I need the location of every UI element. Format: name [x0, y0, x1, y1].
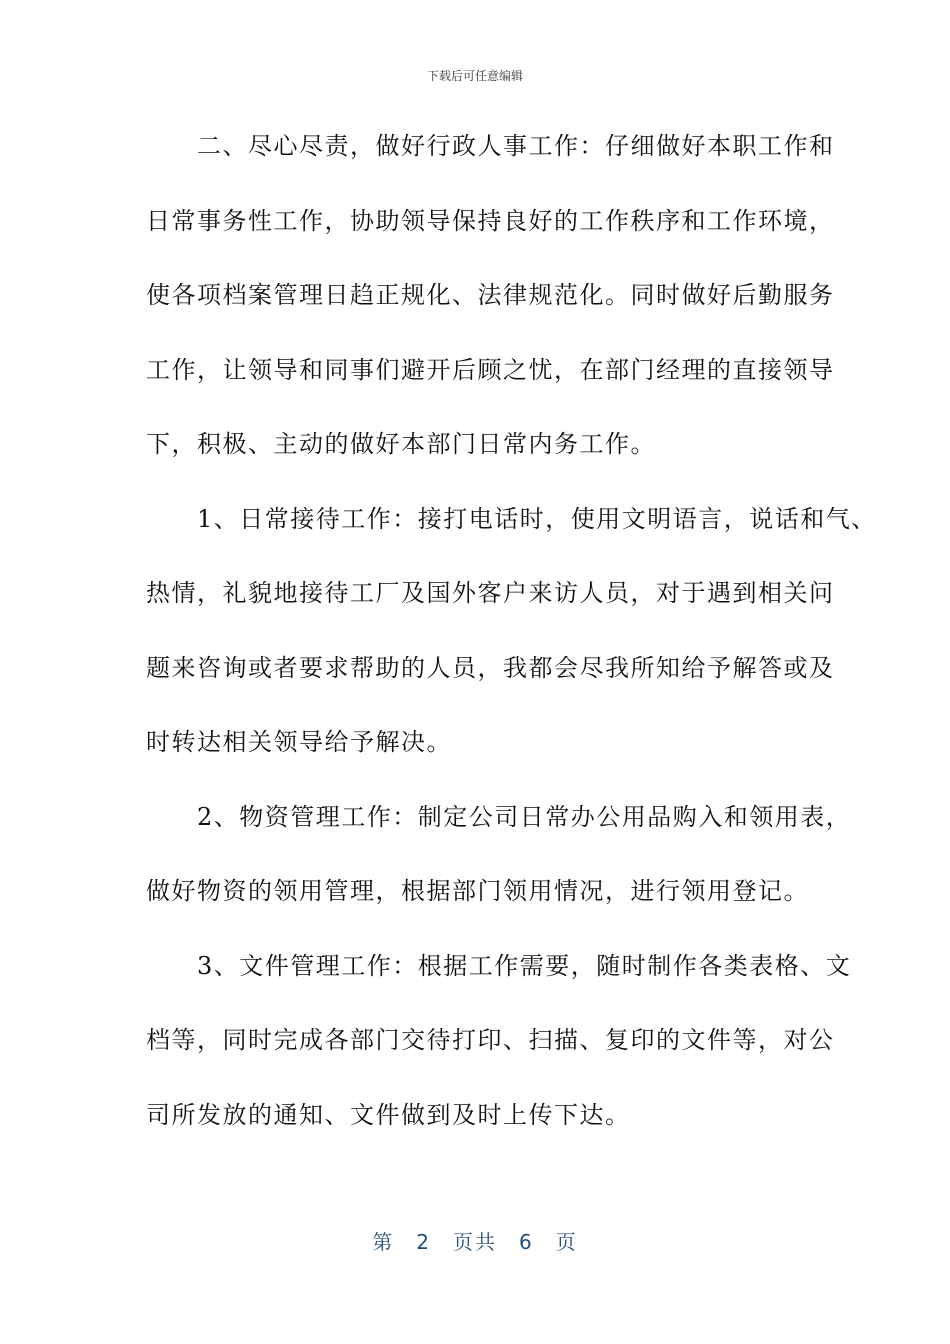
- header-note: 下载后可任意编辑: [426, 69, 523, 83]
- page-number-footer: [0, 1226, 950, 1255]
- footer-middle: 页共: [453, 1230, 497, 1254]
- paragraph-line: 时转达相关领导给予解决。: [146, 728, 452, 756]
- paragraph-line: 司所发放的通知、文件做到及时上传下达。: [146, 1101, 631, 1129]
- paragraph-line: 热情，礼貌地接待工厂及国外客户来访人员，对于遇到相关问: [146, 579, 835, 607]
- footer-prefix: 第: [372, 1230, 395, 1254]
- paragraph-line: 3、文件管理工作：根据工作需要，随时制作各类表格、文: [146, 952, 852, 980]
- paragraph-line: 做好物资的领用管理，根据部门领用情况，进行领用登记。: [146, 877, 809, 905]
- paragraph-line: 下，积极、主动的做好本部门日常内务工作。: [146, 430, 656, 458]
- footer-suffix: 页: [555, 1230, 578, 1254]
- total-pages-number: 6: [519, 1230, 534, 1254]
- paragraph-line: 二、尽心尽责，做好行政人事工作：仔细做好本职工作和: [146, 132, 835, 160]
- current-page-number: 2: [416, 1230, 431, 1254]
- paragraph-line: 日常事务性工作，协助领导保持良好的工作秩序和工作环境，: [146, 207, 835, 235]
- paragraph-line: 2、物资管理工作：制定公司日常办公用品购入和领用表，: [146, 803, 852, 831]
- paragraph-line: 1、日常接待工作：接打电话时，使用文明语言，说话和气、: [146, 505, 877, 533]
- paragraph-line: 工作，让领导和同事们避开后顾之忧，在部门经理的直接领导: [146, 356, 835, 384]
- paragraph-line: 档等，同时完成各部门交待打印、扫描、复印的文件等，对公: [146, 1026, 835, 1054]
- paragraph-line: 使各项档案管理日趋正规化、法律规范化。同时做好后勤服务: [146, 281, 835, 309]
- paragraph-line: 题来咨询或者要求帮助的人员，我都会尽我所知给予解答或及: [146, 654, 835, 682]
